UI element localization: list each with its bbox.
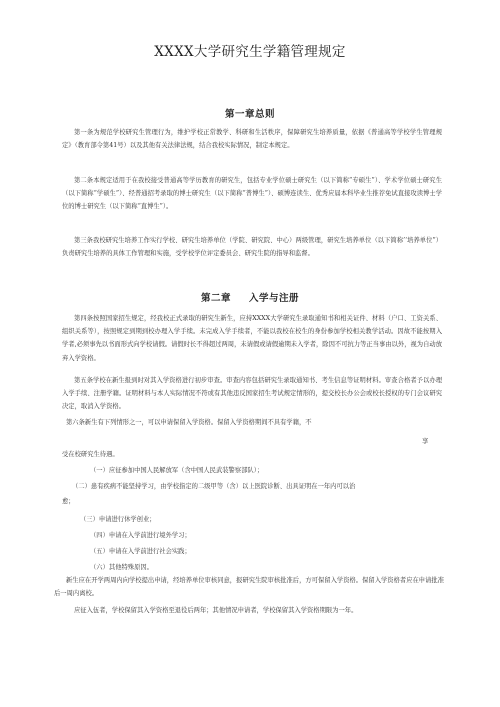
- list-item-2: （二）患有疾病不能坚持学习，由学校指定的二级甲等（含）以上医院诊断、出具证明在一年内可以治: [72, 483, 356, 490]
- article-6-stray-character: 享: [422, 438, 429, 445]
- article-6-first-line: 第六条新生有下列情形之一，可以申请保留入学资格。保留入学资格期间不具有学籍，不: [66, 419, 312, 426]
- article-2-paragraph: 第二条本规定适用于在我校接受普通高等学历教育的研究生，包括专业学位硕士研究生（以下简称“专硕生”）、学术学位硕士研究生（以下简称“学硕生”）、经普通招考录取的博士研究生（以下简称“普博生”）、硕博连读生、优秀应届本科毕业生推荐免试直接攻读博士学位的博士研究生（以下简称“直博生”）。: [62, 177, 442, 211]
- list-item-2-continued: 愈；: [62, 498, 75, 505]
- list-item-3: （三）申请进行休学创业；: [80, 516, 156, 523]
- list-item-6: （六）其他特殊原因。: [90, 564, 153, 571]
- list-item-5: （五）申请在入学前进行社会实践；: [90, 548, 191, 555]
- list-item-4: （四）申请在入学前进行境外学习；: [90, 532, 191, 539]
- chapter-2-title: 入学与注册: [249, 293, 300, 304]
- article-6-retention-paragraph: 应征入伍者，学校保留其入学资格至退役后两年；其他情况申请者，学校保留其入学资格期限为一年。: [74, 607, 358, 614]
- article-3-paragraph: 第三条我校研究生培养工作实行学校、研究生培养单位（学院、研究院、中心）两级管理，研究生培养单位（以下简称’‘培养单位”）负责研究生培养的具体工作管理和实施，受学校学位评定委员会、研究生院的指导和监督。: [62, 237, 442, 258]
- chapter-2-heading: [0, 290, 500, 304]
- article-1-paragraph: 第一条为规范学校研究生管理行为，维护学校正常教学、科研和生活秩序，保障研究生培养质量，依据《普通高等学校学生管理规定》（教育部令第41号）以及其他有关法律法规，结合我校实际情况，制定本规定。: [62, 129, 442, 150]
- page-title: XXXX大学研究生学籍管理规定: [154, 44, 346, 60]
- article-4-paragraph: 第四条按照国家招生规定，经我校正式录取的研究生新生，应持XXXX大学研究生录取通知书和相关证件、材料（户口、工资关系、组织关系等），按照规定到期到校办理入学手续。未完成入学手续者，不能以我校在校生的身份参加学校相关教学活动。因故不能按期入学者,必须事先以书面形式向学校请假。请假时长不得超过两周，未请假或请假逾期未入学者，除因不可抗力等正当事由以外，视为自动放弃入学资格。: [62, 315, 442, 362]
- article-6-application-paragraph: 新生应在开学两周内向学校提出申请，经培养单位审核同意，报研究生院审核批准后，方可保留入学资格。保留入学资格者应在申请批准后一周内离校。: [54, 577, 444, 598]
- article-6-second-line: 受在校研究生待遇。: [62, 451, 119, 458]
- chapter-2-number: 第二章: [200, 293, 231, 304]
- chapter-1-heading: 第一章总则: [224, 109, 275, 120]
- list-item-1: （一）应征参加中国人民解放军（含中国人民武装警察部队）；: [90, 467, 264, 474]
- article-5-paragraph: 第五条学校在新生报到时对其入学资格进行初步审查。审查内容包括研究生录取通知书、考生信息等证明材料。审查合格者予以办理入学手续、注册学籍。证明材料与本人实际情况不符或有其他违反国家招生考试规定情形的，提交校长办公会或校长授权的专门会议研究决定，取消入学资格。: [62, 377, 442, 411]
